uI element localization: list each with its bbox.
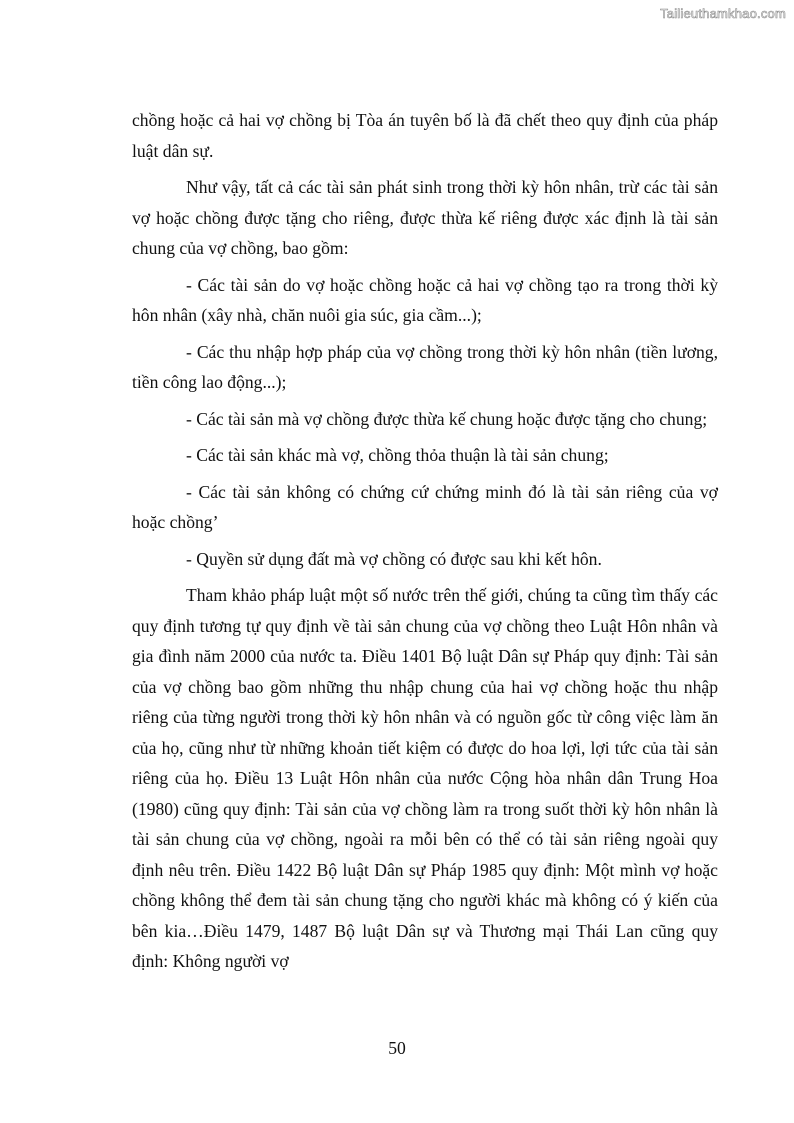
paragraph: - Các tài sản do vợ hoặc chồng hoặc cả hai vợ chồng tạo ra trong thời kỳ hôn nhân (xây nhà, chăn nuôi gia súc, gia cầm...); bbox=[132, 274, 718, 325]
paragraph: - Các tài sản mà vợ chồng được thừa kế chung hoặc được tặng cho chung; bbox=[186, 408, 708, 429]
paragraph: Tham khảo pháp luật một số nước trên thế giới, chúng ta cũng tìm thấy các quy định tương tự quy định về tài sản chung của vợ chồng theo Luật Hôn nhân và gia đình năm 2000 của nước ta. Điều 1401 Bộ luật Dân sự Pháp quy định: Tài sản của vợ chồng bao gồm những thu nhập chung của hai vợ chồng hoặc thu nhập riêng của từng người trong thời kỳ hôn nhân và có nguồn gốc từ công việc làm ăn của họ, cũng như từ những khoản tiết kiệm có được do hoa lợi, lợi tức của tài sản riêng của họ. Điều 13 Luật Hôn nhân của nước Cộng hòa nhân dân Trung Hoa (1980) cũng quy định: Tài sản của vợ chồng làm ra trong suốt thời kỳ hôn nhân là tài sản chung của vợ chồng, ngoài ra mỗi bên có thể có tài sản riêng ngoài quy định nêu trên. Điều 1422 Bộ luật Dân sự Pháp 1985 quy định: Một mình vợ hoặc chồng không thể đem tài sản chung tặng cho người khác mà không có ý kiến của bên kia…Điều 1479, 1487 Bộ luật Dân sự và Thương mại Thái Lan cũng quy định: Không người vợ bbox=[132, 585, 718, 971]
paragraph: - Quyền sử dụng đất mà vợ chồng có được sau khi kết hôn. bbox=[186, 548, 602, 569]
paragraph: chồng hoặc cả hai vợ chồng bị Tòa án tuyên bố là đã chết theo quy định của pháp luật dân sự. bbox=[132, 110, 718, 161]
paragraph: - Các thu nhập hợp pháp của vợ chồng trong thời kỳ hôn nhân (tiền lương, tiền công lao động...); bbox=[132, 341, 718, 392]
watermark: Tailieuthamkhao.com bbox=[660, 6, 786, 21]
document-body bbox=[132, 105, 718, 983]
paragraph: Như vậy, tất cả các tài sản phát sinh trong thời kỳ hôn nhân, trừ các tài sản vợ hoặc chồng được tặng cho riêng, được thừa kế riêng được xác định là tài sản chung của vợ chồng, bao gồm: bbox=[132, 177, 718, 258]
paragraph: - Các tài sản khác mà vợ, chồng thỏa thuận là tài sản chung; bbox=[186, 445, 609, 465]
paragraph: - Các tài sản không có chứng cứ chứng minh đó là tài sản riêng của vợ hoặc chồng’ bbox=[132, 481, 718, 532]
page-number: 50 bbox=[388, 1038, 406, 1058]
